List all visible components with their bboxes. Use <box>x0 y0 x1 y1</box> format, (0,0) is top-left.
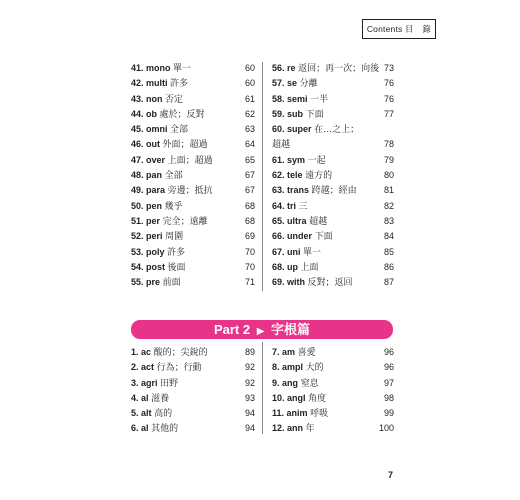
toc-entry <box>272 391 394 406</box>
toc-entry <box>272 168 394 183</box>
entry-number: 63. <box>272 185 285 196</box>
entry-number: 58. <box>272 93 285 104</box>
entry-meaning: 超越 <box>272 139 291 150</box>
entry-page: 60 <box>244 78 255 89</box>
entry-number: 6. <box>131 423 139 434</box>
toc-entry <box>272 92 394 107</box>
entry-number: 45. <box>131 124 144 135</box>
entry-number: 5. <box>131 408 139 419</box>
toc-entry <box>131 76 255 91</box>
toc-entry <box>131 345 255 360</box>
entry-page: 92 <box>244 377 255 388</box>
entry-root: alt <box>141 408 152 419</box>
toc-entry <box>272 406 394 421</box>
toc-entry <box>131 107 255 122</box>
page-number: 7 <box>388 470 394 480</box>
entry-meaning: 許多 <box>170 78 189 89</box>
entry-root: up <box>287 261 299 272</box>
entry-page: 97 <box>383 377 394 388</box>
toc-entry <box>131 168 255 183</box>
entry-root: under <box>287 231 313 242</box>
entry-meaning: 年 <box>305 423 315 434</box>
toc-entry <box>131 214 255 229</box>
entry-number: 60. <box>272 124 285 135</box>
entry-number: 59. <box>272 108 285 119</box>
entry-number: 49. <box>131 185 144 196</box>
entry-meaning: 許多 <box>167 246 186 257</box>
toc-entry <box>272 214 394 229</box>
entry-meaning: 三 <box>298 200 308 211</box>
toc-entry <box>272 199 394 214</box>
entry-number: 61. <box>272 154 285 165</box>
entry-number: 67. <box>272 246 285 257</box>
entry-meaning: 處於；反對 <box>159 108 205 119</box>
entry-page: 76 <box>383 93 394 104</box>
entry-page: 86 <box>383 261 394 272</box>
entry-meaning: 反對；返回 <box>307 277 353 288</box>
toc-entry <box>272 229 394 244</box>
entry-root: ampl <box>282 362 304 373</box>
entry-root: am <box>282 347 296 357</box>
entry-root: out <box>146 139 161 150</box>
entry-root: para <box>146 185 166 196</box>
entry-page: 96 <box>383 347 394 357</box>
toc-entry <box>272 153 394 168</box>
entry-number: 43. <box>131 93 144 104</box>
entry-meaning: 下面 <box>314 231 333 242</box>
entry-number: 11. <box>272 408 285 419</box>
entry-page: 99 <box>383 408 394 419</box>
toc-entry <box>272 137 394 152</box>
entry-root: non <box>146 93 163 104</box>
toc-entry <box>131 229 255 244</box>
toc-entry <box>131 360 255 375</box>
entry-number: 47. <box>131 154 144 165</box>
entry-page: 87 <box>383 277 394 288</box>
toc-entry <box>131 391 255 406</box>
entry-meaning: 上面 <box>300 261 319 272</box>
toc-column-top-left <box>131 61 255 290</box>
toc-entry <box>131 275 255 290</box>
toc-entry <box>272 360 394 375</box>
entry-meaning: 滋養 <box>151 392 170 403</box>
toc-entry <box>131 153 255 168</box>
entry-meaning: 窒息 <box>300 377 319 388</box>
entry-page: 64 <box>244 139 255 150</box>
entry-page: 89 <box>244 347 255 357</box>
entry-page: 68 <box>244 215 255 226</box>
entry-root: omni <box>146 124 168 135</box>
entry-root: post <box>146 261 166 272</box>
toc-entry <box>272 107 394 122</box>
entry-meaning: 行為；行動 <box>156 362 202 373</box>
entry-meaning: 跨越；經由 <box>311 185 357 196</box>
entry-number: 7. <box>272 347 280 357</box>
entry-page: 65 <box>244 154 255 165</box>
part-banner <box>131 320 393 339</box>
toc-entry <box>272 183 394 198</box>
entry-number: 69. <box>272 277 285 288</box>
entry-page: 94 <box>244 423 255 434</box>
entry-number: 46. <box>131 139 144 150</box>
toc-column-bottom-right <box>272 345 394 437</box>
entry-number: 1. <box>131 347 139 357</box>
entry-number: 42. <box>131 78 144 89</box>
entry-root: pen <box>146 200 163 211</box>
entry-meaning: 旁邊；抵抗 <box>167 185 213 196</box>
entry-root: se <box>287 78 298 89</box>
entry-meaning: 返回；再一次；向後 <box>298 63 380 73</box>
entry-page: 85 <box>383 246 394 257</box>
entry-number: 51. <box>131 215 144 226</box>
entry-number: 65. <box>272 215 285 226</box>
entry-meaning: 上面；超過 <box>167 154 213 165</box>
toc-entry <box>272 421 394 436</box>
entry-meaning: 前面 <box>162 277 181 288</box>
entry-number: 53. <box>131 246 144 257</box>
entry-number: 55. <box>131 277 144 288</box>
part-label: Part 2 <box>213 322 251 337</box>
entry-meaning: 一起 <box>307 154 326 165</box>
entry-page: 94 <box>244 408 255 419</box>
entry-page: 100 <box>378 423 394 434</box>
entry-root: tele <box>287 170 303 181</box>
toc-entry <box>131 245 255 260</box>
entry-page: 73 <box>383 63 394 73</box>
toc-entry <box>272 61 394 76</box>
entry-meaning: 其他的 <box>151 423 179 434</box>
entry-meaning: 單一 <box>173 63 192 73</box>
entry-number: 2. <box>131 362 139 373</box>
toc-entry <box>272 275 394 290</box>
entry-root: agri <box>141 377 158 388</box>
entry-root: ann <box>287 423 304 434</box>
entry-root: ac <box>141 347 152 357</box>
entry-root: ob <box>146 108 158 119</box>
entry-page: 78 <box>383 139 394 150</box>
entry-root: over <box>146 154 166 165</box>
toc-entry <box>272 122 394 137</box>
column-divider <box>262 342 263 434</box>
entry-meaning: 喜愛 <box>297 347 316 357</box>
entry-meaning: 下面 <box>305 108 324 119</box>
entry-number: 64. <box>272 200 285 211</box>
entry-root: pre <box>146 277 161 288</box>
entry-root: with <box>287 277 306 288</box>
entry-meaning: 呼吸 <box>310 408 329 419</box>
entry-meaning: 角度 <box>308 392 327 403</box>
entry-root: angl <box>287 392 306 403</box>
entry-page: 71 <box>244 277 255 288</box>
toc-entry <box>131 421 255 436</box>
entry-meaning: 分離 <box>299 78 318 89</box>
play-arrow-icon: ▶ <box>256 326 265 337</box>
entry-root: anim <box>286 408 308 419</box>
entry-page: 68 <box>244 200 255 211</box>
entry-root: al <box>141 392 149 403</box>
entry-page: 93 <box>244 392 255 403</box>
entry-meaning: 在…之上； <box>314 124 360 135</box>
entry-page: 69 <box>244 231 255 242</box>
entry-root: per <box>146 215 161 226</box>
entry-meaning: 單一 <box>303 246 322 257</box>
entry-root: multi <box>146 78 168 89</box>
entry-page: 80 <box>383 170 394 181</box>
entry-meaning: 超越 <box>309 215 328 226</box>
entry-meaning: 周圍 <box>165 231 184 242</box>
entry-page: 77 <box>383 108 394 119</box>
entry-page: 96 <box>383 362 394 373</box>
entry-number: 3. <box>131 377 139 388</box>
entry-root: ang <box>282 377 299 388</box>
entry-meaning: 全部 <box>170 124 189 135</box>
entry-root: super <box>287 124 312 135</box>
entry-page: 60 <box>244 63 255 73</box>
entry-number: 56. <box>272 63 285 73</box>
entry-page: 81 <box>383 185 394 196</box>
entry-meaning: 遠方的 <box>305 170 333 181</box>
entry-page: 82 <box>383 200 394 211</box>
entry-root: sub <box>287 108 304 119</box>
entry-page: 83 <box>383 215 394 226</box>
entry-root: ultra <box>287 215 307 226</box>
entry-root: act <box>141 362 155 373</box>
toc-entry <box>131 406 255 421</box>
entry-number: 41. <box>131 63 144 73</box>
toc-entry <box>131 137 255 152</box>
entry-root: tri <box>287 200 297 211</box>
part-title: 字根篇 <box>271 322 311 337</box>
entry-page: 67 <box>244 170 255 181</box>
entry-meaning: 外面；超過 <box>162 139 208 150</box>
contents-header: Contents 目 錄 <box>362 19 436 39</box>
entry-meaning: 全部 <box>164 170 183 181</box>
entry-page: 92 <box>244 362 255 373</box>
toc-entry <box>131 92 255 107</box>
entry-root: uni <box>287 246 301 257</box>
toc-entry <box>131 260 255 275</box>
entry-meaning: 否定 <box>165 93 184 104</box>
entry-page: 76 <box>383 78 394 89</box>
entry-root: semi <box>287 93 308 104</box>
entry-meaning: 一半 <box>310 93 329 104</box>
entry-page: 61 <box>244 93 255 104</box>
entry-meaning: 高的 <box>154 408 173 419</box>
toc-entry <box>272 345 394 360</box>
toc-entry <box>272 376 394 391</box>
entry-page: 63 <box>244 124 255 135</box>
entry-root: al <box>141 423 149 434</box>
entry-number: 62. <box>272 170 285 181</box>
entry-root: sym <box>287 154 306 165</box>
entry-number: 68. <box>272 261 285 272</box>
toc-entry <box>131 183 255 198</box>
entry-root: pan <box>146 170 163 181</box>
entry-page: 70 <box>244 246 255 257</box>
entry-root: peri <box>146 231 163 242</box>
toc-entry <box>131 199 255 214</box>
toc-entry <box>131 376 255 391</box>
entry-root: trans <box>287 185 310 196</box>
entry-number: 50. <box>131 200 144 211</box>
entry-page: 70 <box>244 261 255 272</box>
entry-meaning: 完全；遠離 <box>162 215 208 226</box>
entry-root: re <box>287 63 296 73</box>
entry-number: 57. <box>272 78 285 89</box>
entry-number: 52. <box>131 231 144 242</box>
entry-meaning: 酸的；尖銳的 <box>153 347 208 357</box>
entry-number: 4. <box>131 392 139 403</box>
column-divider <box>262 62 263 291</box>
entry-number: 10. <box>272 392 285 403</box>
entry-root: mono <box>146 63 171 73</box>
toc-entry <box>272 260 394 275</box>
toc-entry <box>131 61 255 76</box>
toc-entry <box>272 245 394 260</box>
entry-meaning: 田野 <box>160 377 179 388</box>
entry-meaning: 幾乎 <box>164 200 183 211</box>
entry-number: 12. <box>272 423 285 434</box>
entry-number: 66. <box>272 231 285 242</box>
toc-column-top-right <box>272 61 394 290</box>
toc-entry <box>131 122 255 137</box>
entry-page: 67 <box>244 185 255 196</box>
entry-number: 44. <box>131 108 144 119</box>
entry-root: poly <box>146 246 165 257</box>
entry-page: 79 <box>383 154 394 165</box>
entry-number: 48. <box>131 170 144 181</box>
entry-number: 9. <box>272 377 280 388</box>
entry-number: 8. <box>272 362 280 373</box>
entry-page: 84 <box>383 231 394 242</box>
toc-entry <box>272 76 394 91</box>
toc-column-bottom-left <box>131 345 255 437</box>
entry-page: 62 <box>244 108 255 119</box>
entry-number: 54. <box>131 261 144 272</box>
entry-meaning: 後面 <box>167 261 186 272</box>
entry-page: 98 <box>383 392 394 403</box>
entry-meaning: 大的 <box>305 362 324 373</box>
